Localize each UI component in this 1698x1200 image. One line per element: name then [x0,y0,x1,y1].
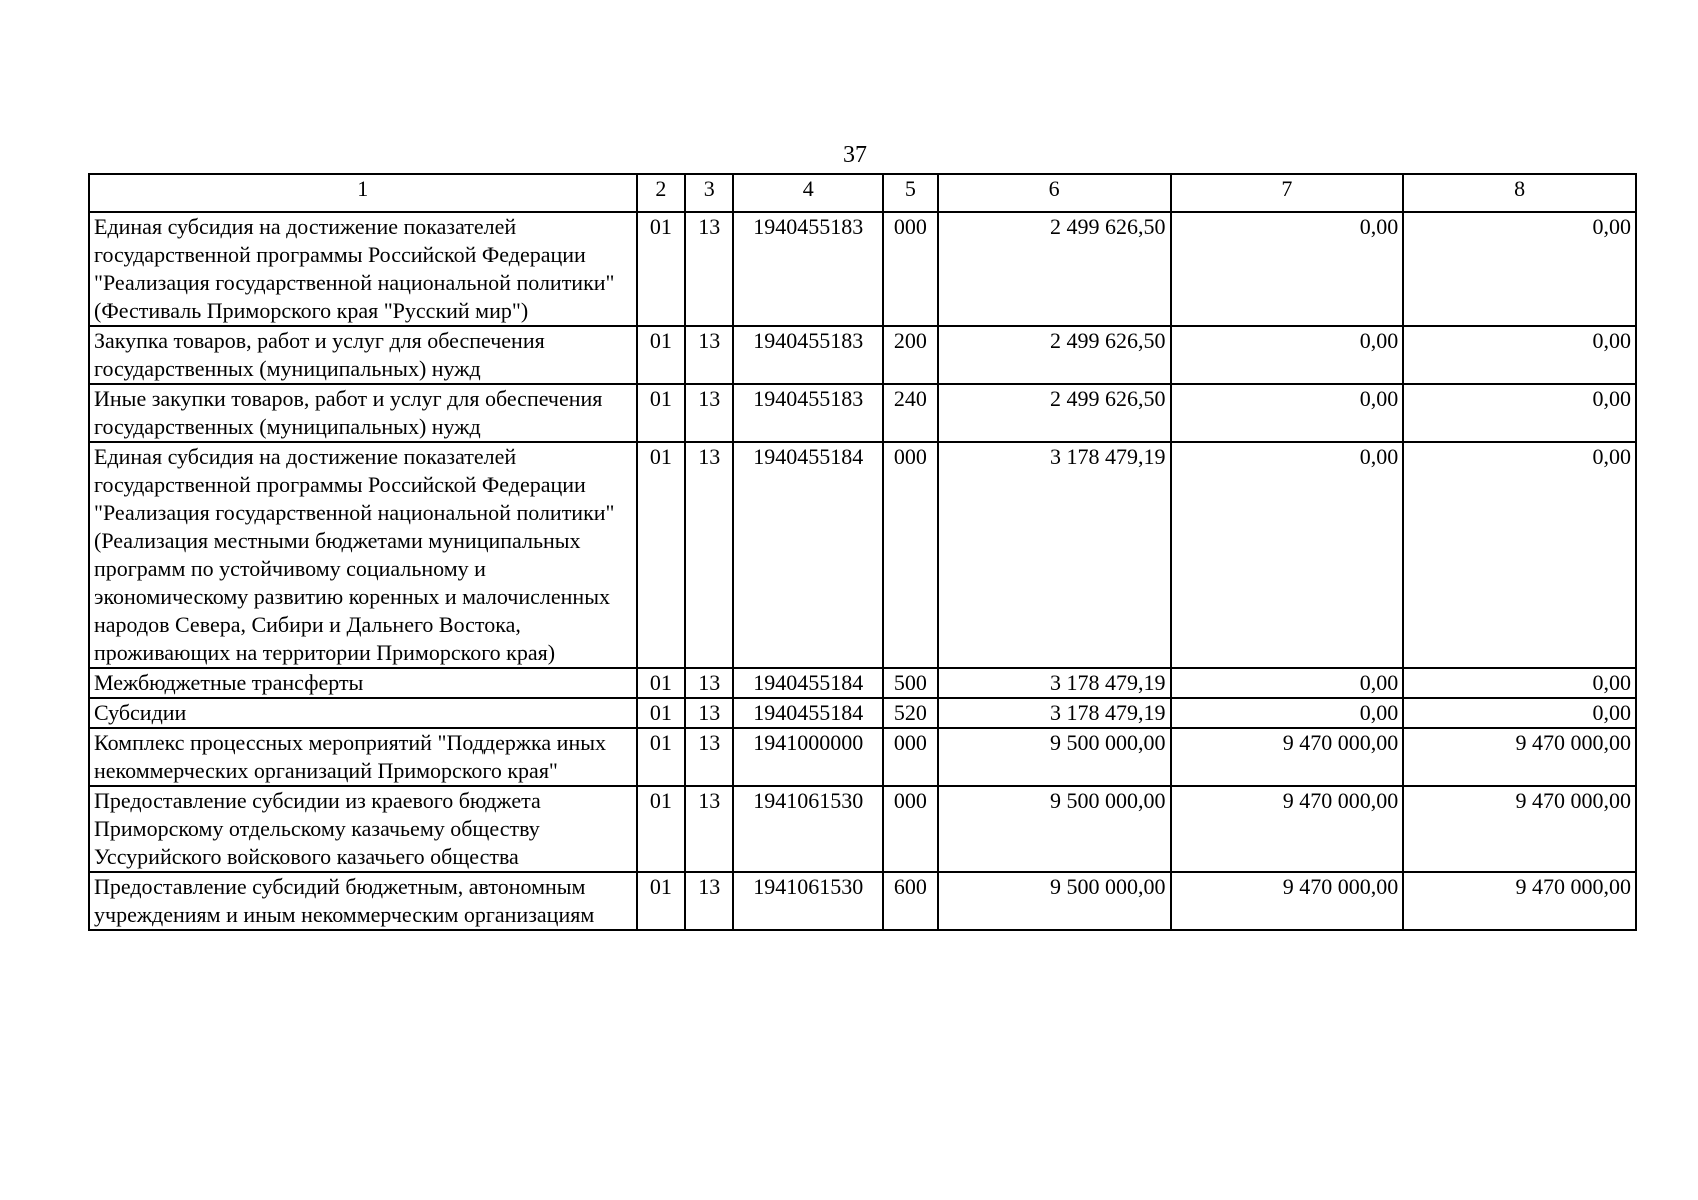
row-target-article: 1940455184 [733,442,883,668]
row-target-article: 1940455184 [733,668,883,698]
column-header: 4 [733,174,883,212]
row-description: Предоставление субсидий бюджетным, автономным учреждениям и иным некоммерческим организациям [89,872,637,930]
row-amount-col6: 2 499 626,50 [938,212,1171,326]
row-amount-col7: 0,00 [1171,668,1404,698]
row-expense-type: 200 [883,326,938,384]
row-expense-type: 500 [883,668,938,698]
row-subsection-code: 13 [685,872,733,930]
row-subsection-code: 13 [685,212,733,326]
row-section-code: 01 [637,698,685,728]
table-row [89,326,1636,384]
column-header: 3 [685,174,733,212]
column-header: 6 [938,174,1171,212]
row-amount-col8: 9 470 000,00 [1403,872,1636,930]
row-amount-col8: 0,00 [1403,326,1636,384]
row-section-code: 01 [637,668,685,698]
row-target-article: 1941061530 [733,872,883,930]
row-amount-col8: 9 470 000,00 [1403,728,1636,786]
row-expense-type: 240 [883,384,938,442]
table-row [89,872,1636,930]
row-description: Субсидии [89,698,637,728]
row-target-article: 1940455184 [733,698,883,728]
row-amount-col6: 2 499 626,50 [938,326,1171,384]
row-subsection-code: 13 [685,698,733,728]
table-body [89,174,1636,930]
row-description: Иные закупки товаров, работ и услуг для обеспечения государственных (муниципальных) нужд [89,384,637,442]
row-amount-col6: 9 500 000,00 [938,728,1171,786]
row-target-article: 1941061530 [733,786,883,872]
row-amount-col8: 0,00 [1403,212,1636,326]
row-amount-col6: 2 499 626,50 [938,384,1171,442]
row-amount-col8: 0,00 [1403,384,1636,442]
row-amount-col8: 0,00 [1403,698,1636,728]
row-amount-col7: 9 470 000,00 [1171,872,1404,930]
row-subsection-code: 13 [685,442,733,668]
column-header: 5 [883,174,938,212]
row-amount-col7: 0,00 [1171,326,1404,384]
column-header: 2 [637,174,685,212]
table-row [89,442,1636,668]
row-description: Единая субсидия на достижение показателей государственной программы Российской Федерации "Реализация государственной национальной политики" (Реализация местными бюджетами муниципальных программ по устойчивому социальному и экономическому развитию коренных и малочисленных народов Севера, Сибири и Дальнего Востока, проживающих на территории Приморского края) [89,442,637,668]
row-description: Комплекс процессных мероприятий "Поддержка иных некоммерческих организаций Приморского края" [89,728,637,786]
row-subsection-code: 13 [685,728,733,786]
row-section-code: 01 [637,326,685,384]
row-expense-type: 000 [883,786,938,872]
row-expense-type: 600 [883,872,938,930]
row-subsection-code: 13 [685,668,733,698]
column-header-row [89,174,1636,212]
row-section-code: 01 [637,384,685,442]
table-row [89,786,1636,872]
row-target-article: 1940455183 [733,326,883,384]
row-amount-col7: 0,00 [1171,698,1404,728]
row-description: Закупка товаров, работ и услуг для обеспечения государственных (муниципальных) нужд [89,326,637,384]
row-subsection-code: 13 [685,384,733,442]
row-description: Межбюджетные трансферты [89,668,637,698]
budget-table [88,173,1637,931]
row-subsection-code: 13 [685,786,733,872]
row-amount-col7: 0,00 [1171,442,1404,668]
row-amount-col6: 3 178 479,19 [938,442,1171,668]
column-header: 1 [89,174,637,212]
row-description: Предоставление субсидии из краевого бюджета Приморскому отдельскому казачьему обществу Уссурийского войскового казачьего общества [89,786,637,872]
row-section-code: 01 [637,442,685,668]
row-subsection-code: 13 [685,326,733,384]
row-expense-type: 520 [883,698,938,728]
table-row [89,668,1636,698]
row-amount-col7: 0,00 [1171,212,1404,326]
row-expense-type: 000 [883,212,938,326]
row-amount-col7: 9 470 000,00 [1171,786,1404,872]
row-target-article: 1940455183 [733,384,883,442]
row-description: Единая субсидия на достижение показателей государственной программы Российской Федерации "Реализация государственной национальной политики" (Фестиваль Приморского края "Русский мир") [89,212,637,326]
row-section-code: 01 [637,728,685,786]
column-header: 7 [1171,174,1404,212]
row-amount-col7: 0,00 [1171,384,1404,442]
row-amount-col6: 9 500 000,00 [938,872,1171,930]
row-amount-col8: 0,00 [1403,442,1636,668]
row-amount-col8: 9 470 000,00 [1403,786,1636,872]
row-section-code: 01 [637,786,685,872]
row-section-code: 01 [637,872,685,930]
row-expense-type: 000 [883,442,938,668]
table-row [89,698,1636,728]
row-target-article: 1941000000 [733,728,883,786]
row-amount-col7: 9 470 000,00 [1171,728,1404,786]
row-amount-col6: 3 178 479,19 [938,698,1171,728]
table-row [89,212,1636,326]
row-amount-col8: 0,00 [1403,668,1636,698]
table-row [89,728,1636,786]
row-amount-col6: 9 500 000,00 [938,786,1171,872]
row-section-code: 01 [637,212,685,326]
row-target-article: 1940455183 [733,212,883,326]
row-amount-col6: 3 178 479,19 [938,668,1171,698]
row-expense-type: 000 [883,728,938,786]
table-row [89,384,1636,442]
page-number: 37 [843,142,867,168]
column-header: 8 [1403,174,1636,212]
